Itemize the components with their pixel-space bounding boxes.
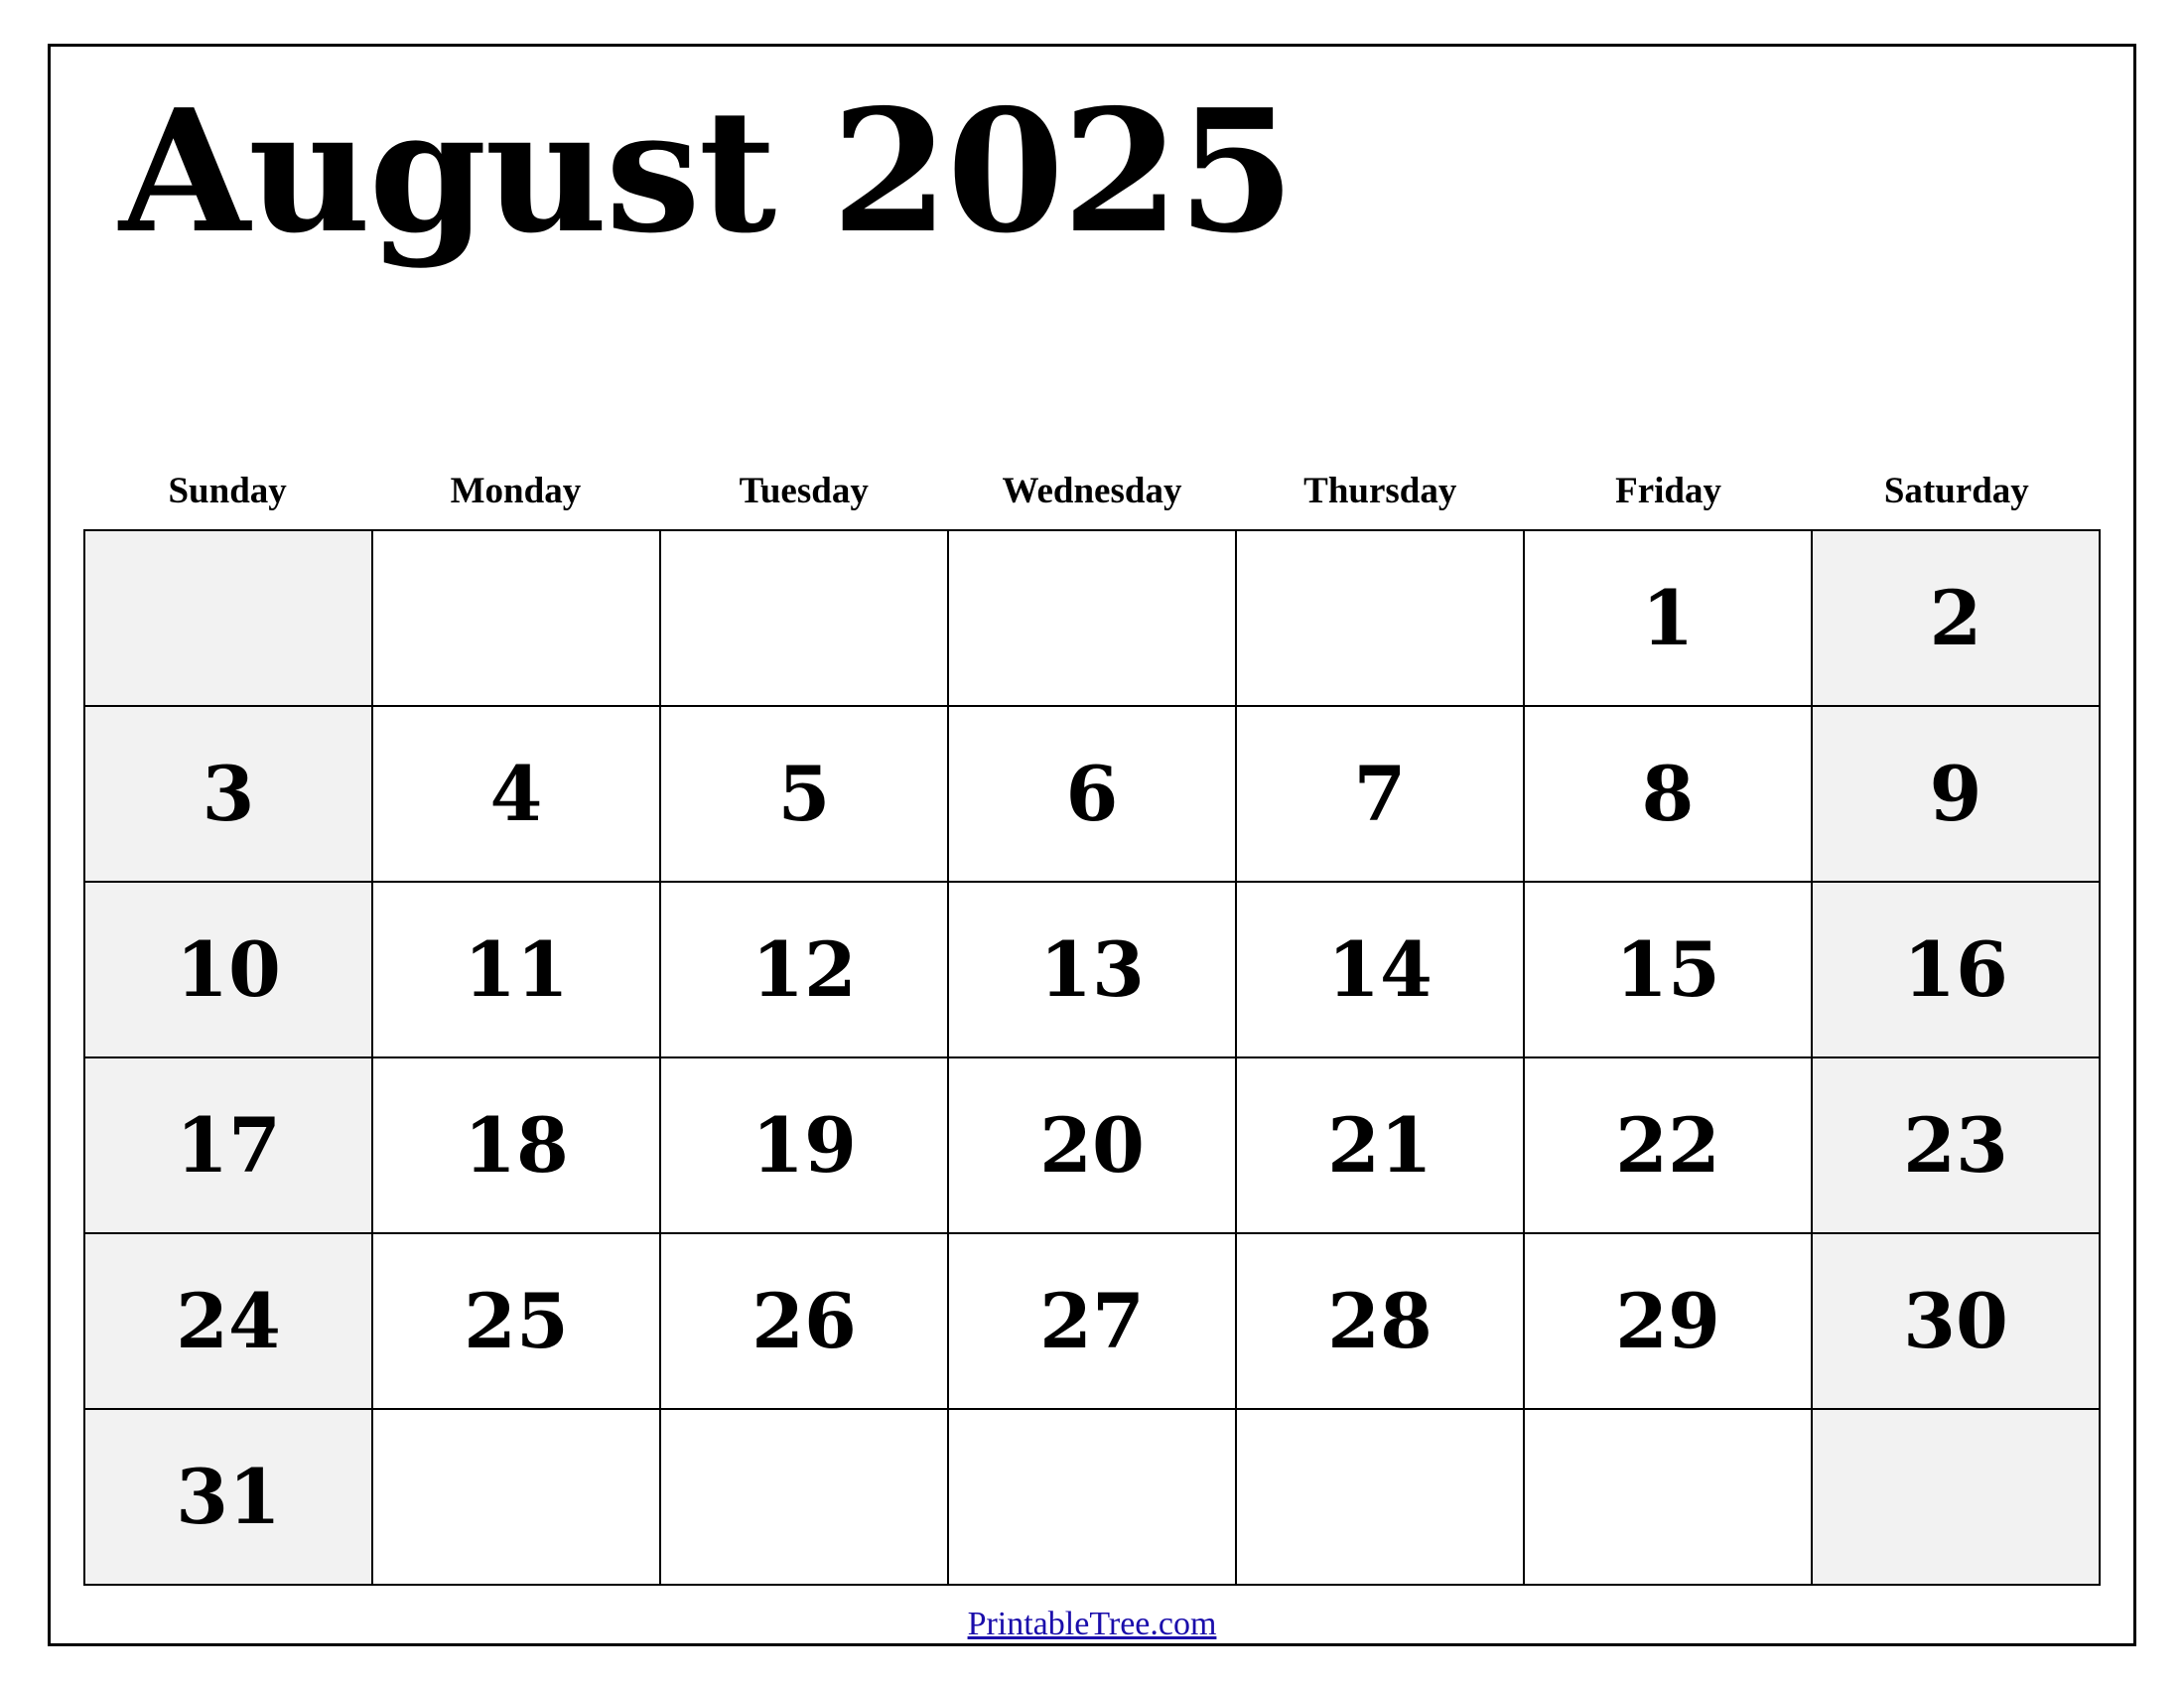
day-cell[interactable]: 5 (660, 706, 948, 882)
day-cell[interactable]: 4 (372, 706, 660, 882)
day-cell[interactable]: 28 (1236, 1233, 1524, 1409)
day-cell[interactable]: 22 (1524, 1057, 1812, 1233)
day-cell[interactable] (1236, 1409, 1524, 1585)
day-cell[interactable]: 18 (372, 1057, 660, 1233)
day-cell[interactable]: 19 (660, 1057, 948, 1233)
day-cell[interactable]: 12 (660, 882, 948, 1057)
day-cell[interactable]: 3 (84, 706, 372, 882)
printabletree-link[interactable]: PrintableTree.com (967, 1606, 1217, 1642)
day-grid (83, 529, 2101, 1586)
day-cell[interactable] (1524, 1409, 1812, 1585)
day-cell[interactable] (948, 1409, 1236, 1585)
weekday-header-sunday: Sunday (168, 470, 287, 511)
day-cell[interactable] (948, 530, 1236, 706)
day-cell[interactable]: 27 (948, 1233, 1236, 1409)
day-cell[interactable] (372, 1409, 660, 1585)
day-cell[interactable] (1236, 530, 1524, 706)
weekday-header-wednesday: Wednesday (1002, 470, 1182, 511)
day-cell[interactable]: 25 (372, 1233, 660, 1409)
day-cell[interactable]: 16 (1812, 882, 2100, 1057)
day-cell[interactable]: 1 (1524, 530, 1812, 706)
day-cell[interactable]: 24 (84, 1233, 372, 1409)
day-cell[interactable] (84, 530, 372, 706)
day-cell[interactable]: 7 (1236, 706, 1524, 882)
day-cell[interactable]: 26 (660, 1233, 948, 1409)
weekday-header-monday: Monday (450, 470, 582, 511)
day-cell[interactable]: 14 (1236, 882, 1524, 1057)
page-title: August 2025 (119, 72, 1294, 271)
day-cell[interactable]: 13 (948, 882, 1236, 1057)
day-cell[interactable] (660, 1409, 948, 1585)
footer (0, 1606, 2184, 1643)
week-row (84, 1057, 2100, 1233)
week-row (84, 1409, 2100, 1585)
day-cell[interactable]: 29 (1524, 1233, 1812, 1409)
day-cell[interactable]: 10 (84, 882, 372, 1057)
day-cell[interactable] (660, 530, 948, 706)
calendar-table (83, 452, 2101, 1586)
day-cell[interactable]: 9 (1812, 706, 2100, 882)
week-row (84, 1233, 2100, 1409)
weekday-header-friday: Friday (1615, 470, 1721, 511)
day-cell[interactable]: 30 (1812, 1233, 2100, 1409)
day-cell[interactable]: 11 (372, 882, 660, 1057)
day-cell[interactable]: 20 (948, 1057, 1236, 1233)
day-cell[interactable]: 8 (1524, 706, 1812, 882)
day-cell[interactable]: 2 (1812, 530, 2100, 706)
day-cell[interactable]: 17 (84, 1057, 372, 1233)
weekday-header-thursday: Thursday (1303, 470, 1457, 511)
day-cell[interactable]: 15 (1524, 882, 1812, 1057)
week-row (84, 530, 2100, 706)
weekday-header-tuesday: Tuesday (739, 470, 869, 511)
day-cell[interactable]: 6 (948, 706, 1236, 882)
day-cell[interactable]: 23 (1812, 1057, 2100, 1233)
week-row (84, 706, 2100, 882)
weekday-header-row (83, 452, 2101, 529)
day-cell[interactable] (1812, 1409, 2100, 1585)
day-cell[interactable] (372, 530, 660, 706)
week-row (84, 882, 2100, 1057)
day-cell[interactable]: 31 (84, 1409, 372, 1585)
weekday-header-saturday: Saturday (1883, 470, 2029, 511)
day-cell[interactable]: 21 (1236, 1057, 1524, 1233)
